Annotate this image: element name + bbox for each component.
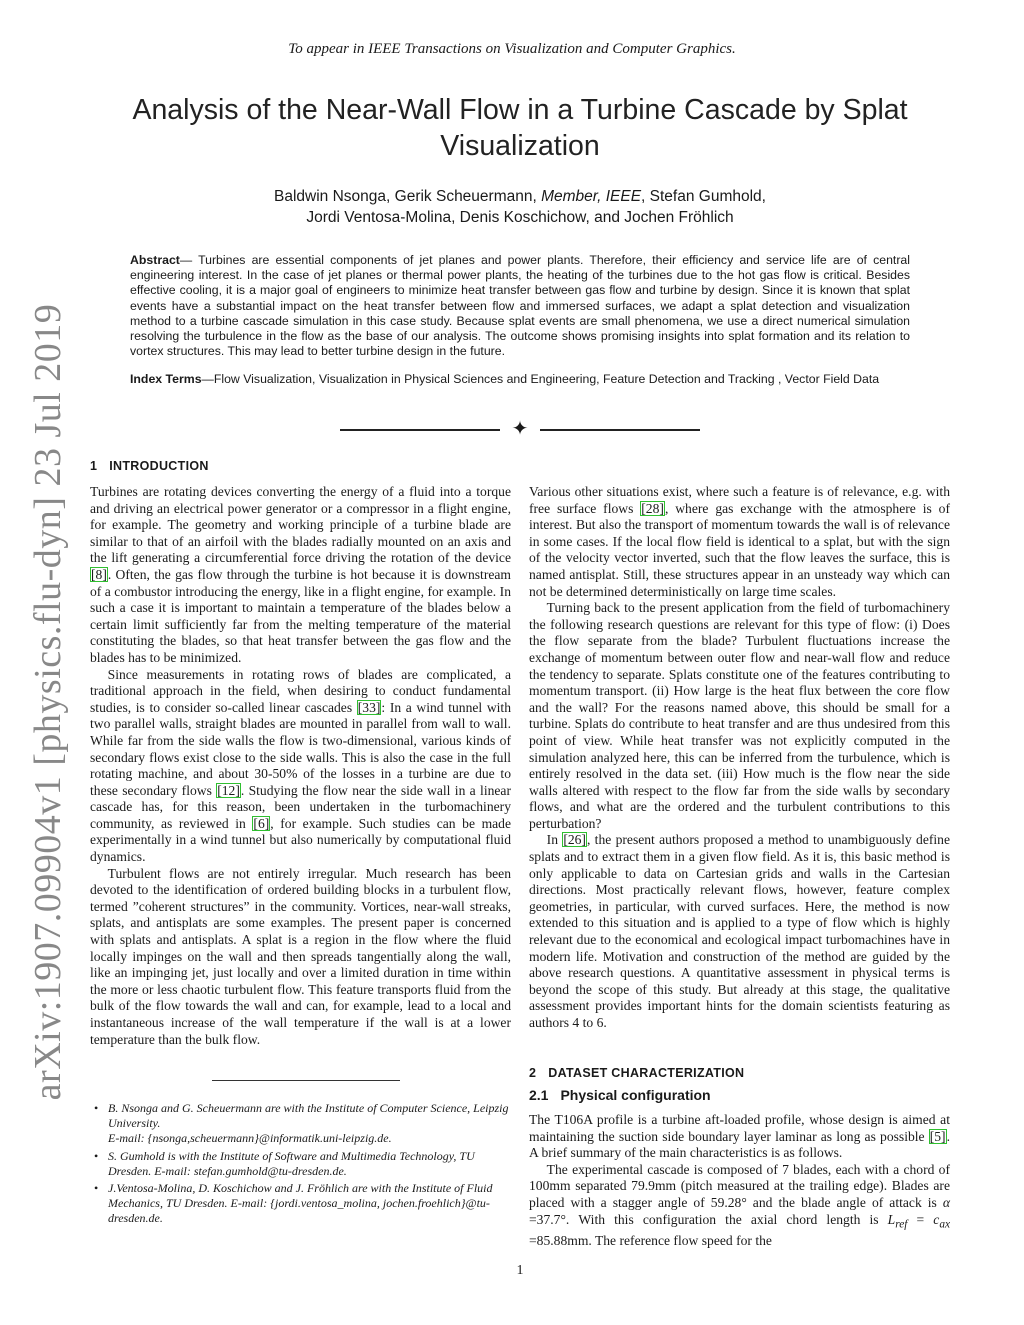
authors-part-a: Baldwin Nsonga, Gerik Scheuermann, — [274, 188, 542, 205]
subsection-2-1-heading — [529, 1087, 711, 1103]
math-c: c — [933, 1211, 940, 1227]
section-title: INTRODUCTION — [109, 459, 209, 473]
bullet-icon: • — [94, 1181, 99, 1196]
paragraph — [529, 832, 950, 1031]
right-column — [529, 484, 950, 1032]
text-run: In — [546, 832, 563, 848]
text-run: The experimental cascade is composed of 7 blades, each with a chord of 100mm separated 79.9mm (pitch measured at the trailing edge). Blades are placed with a stagger angle of 59.28° and the blade angle of attack is — [529, 1161, 950, 1210]
text-run: Since measurements in rotating rows of blades are complicated, a traditional approach in the field, when desiring to conduct fundamental studies, is to consider so-called linear cascades — [90, 666, 511, 715]
text-run: . Often, the gas flow through the turbine is hot because it is downstream of a combustor introducing the energy, like in a flight engine, for example. In such a case it is important to maintain a temperature of the blades below a certain limit sufficiently far from the melting temperature of the material constituting the blades, so that heat transfer between the gas flow and the blades has to be minimized. — [90, 566, 511, 665]
paragraph — [90, 667, 511, 866]
text-run: Turbines are rotating devices converting the energy of a fluid into a torque and driving an electrical power generator or a compressor in a flight engine, for example. The geometry and working principle of a turbine blade are similar to that of an airfoil with the blades radially mounted on an axis and the lift generating a circumferential force driving the rotation of the device — [90, 484, 511, 566]
citation-link[interactable]: [5] — [929, 1128, 946, 1144]
citation-link[interactable]: [26] — [563, 832, 586, 848]
citation-link[interactable]: [6] — [253, 815, 270, 831]
divider-star-icon: ✦ — [511, 418, 529, 440]
divider-line-right — [540, 429, 700, 431]
footnote — [90, 1149, 511, 1179]
section-2-heading — [529, 1066, 744, 1080]
footnote-text: J.Ventosa-Molina, D. Koschichow and J. Fröhlich are with the Institute of Fluid Mechanics, TU Dresden. E-mail: {jordi.ventosa_molina, jochen.froehlich}@tu-dresden.de. — [108, 1181, 493, 1226]
citation-link[interactable]: [28] — [641, 500, 664, 516]
author-line-2: Jordi Ventosa-Molina, Denis Koschichow, and Jochen Fröhlich — [306, 209, 734, 226]
author-list — [120, 186, 920, 228]
membership: Member, IEEE — [541, 188, 642, 205]
footnote-email: E-mail: {nsonga,scheuermann}@informatik.uni-leipzig.de. — [108, 1131, 392, 1146]
divider-line-left — [340, 429, 500, 431]
math-L: L — [887, 1211, 896, 1227]
author-line-1 — [120, 186, 920, 207]
authors-part-b: , Stefan Gumhold, — [641, 188, 766, 205]
text-run: Various other situations exist, where such a feature is of relevance, e.g. with free surface flows — [529, 484, 950, 516]
footnote-rule — [212, 1080, 400, 1081]
index-terms-text: —Flow Visualization, Visualization in Physical Sciences and Engineering, Feature Detection and Tracking , Vector Field Data — [201, 372, 880, 386]
paragraph: Turbulent flows are not entirely irregular. Much research has been devoted to the identification of ordered building blocks in a turbulent flow, termed ”coherent structures” in the community. Vortices, near-wall streaks, splats, and antisplats are some examples. The present paper is concerned with splats and antisplats. A splat is a region in the flow where the fluid locally impinges on the wall and then spreads tangentially along the wall, like an impinging jet, just locally and over a limited duration in time within the more or less chaotic turbulent flow. This feature transports fluid from the bulk of the flow towards the wall and can, for example, lead to a local and instantaneous increase of the wall temperature if the wall is at a lower temperature than the bulk flow. — [90, 865, 511, 1047]
index-terms — [130, 372, 910, 387]
text-run: : In a wind tunnel with two parallel walls, straight blades are mounted in parallel from wall to wall. While far from the side walls the flow is two-dimensional, various kinds of secondary flows exist close to the side walls. This is also the case in the full rotating machine, and about 30-50% of the losses in a turbine are due to these secondary flows — [90, 699, 511, 798]
text-run: . A brief summary of the main characteristics is as follows. — [529, 1128, 950, 1161]
right-column-section-2 — [529, 1112, 950, 1249]
text-run: , for example. Such studies can be made experimentally in a wind tunnel but also numerically by computational fluid dynamics. — [90, 815, 512, 865]
alpha-symbol: α — [942, 1194, 950, 1210]
math-sub-ref: ref — [895, 1218, 908, 1231]
abstract-label: Abstract — [130, 253, 180, 267]
math-sub-ax: ax — [939, 1218, 951, 1231]
citation-link[interactable]: [12] — [217, 782, 240, 798]
index-terms-label: Index Terms — [130, 372, 202, 386]
arxiv-stamp: arXiv:1907.09904v1 [physics.flu-dyn] 23 Jul 2019 — [27, 303, 69, 1101]
bullet-icon: • — [94, 1101, 99, 1115]
text-run: The T106A profile is a turbine aft-loaded profile, whose design is aimed at maintaining the suction side boundary layer laminar as long as possible — [529, 1112, 950, 1144]
paragraph — [90, 484, 511, 667]
section-number: 1 — [90, 459, 98, 473]
section-title: DATASET CHARACTERIZATION — [548, 1066, 745, 1080]
subsection-number: 2.1 — [529, 1087, 549, 1103]
page-number: 1 — [516, 1263, 524, 1278]
text-run: = — [907, 1211, 934, 1227]
paragraph: Turning back to the present application from the field of turbomachinery the following research questions are relevant for this type of flow: (i) Does the flow separate from the blade? Turbulent fluctuations increase the exchange of momentum between outer flow and near-wall flow and reduce the tendency to separate. Splats constitute one of the features contributing to momentum transport. (ii) How large is the heat flux between the core flow and the wall? For the reasons named above, this should be small for a turbine. Splats do contribute to heat transfer and are thus undesired from this point of view. While heat transfer was not explicitly computed in the simulation analyzed here, this can be inferred from the turbulence, which is entirely resolved in the data set. (iii) How much is the flow near the side walls altered with respect to the flow far from the side walls by secondary flows, and what are the ordered and the turbulent contributions to this perturbation? — [529, 600, 950, 831]
text-run: . Studying the flow near the side wall in a linear cascade has, for this reason, been undertaken in the turbomachinery community, as reviewed in — [90, 782, 511, 831]
section-divider — [340, 420, 700, 440]
left-column — [90, 484, 511, 1048]
footnotes — [90, 1101, 511, 1229]
footnote-text: S. Gumhold is with the Institute of Software and Multimedia Technology, TU Dresden. E-mail: stefan.gumhold@tu-dresden.de. — [108, 1148, 475, 1178]
section-1-heading — [90, 459, 209, 473]
text-run: =37.7°. With this configuration the axial chord length is — [529, 1211, 888, 1227]
text-run: , the present authors proposed a method to unambiguously define splats and to extract them in a given flow field. As it is, this basic method is only applicable to data on Cartesian grids and walls in the Cartesian directions. Most practically relevant flows, however, feature complex geometries, in particular, with curved surfaces. Here, the method is now extended to this situation and is applied to a type of flow which is highly relevant due to the economical and ecological impact turbomachines have in modern life. Motivation and construction of the method are guided by the above research questions. A quantitative assessment in physical terms is beyond the scope of this study. But already at this stage, the qualitative assessment provides important hints for the domain scientists featuring as authors 4 to 6. — [529, 832, 950, 1030]
abstract — [130, 253, 910, 359]
citation-link[interactable]: [33] — [357, 699, 381, 715]
text-run: =85.88mm. The reference flow speed for the — [529, 1232, 772, 1248]
venue-header: To appear in IEEE Transactions on Visualization and Computer Graphics. — [288, 41, 736, 57]
subsection-title: Physical configuration — [560, 1087, 711, 1103]
bullet-icon: • — [94, 1148, 99, 1163]
paragraph — [529, 1112, 950, 1162]
text-run: , where gas exchange with the atmosphere is of interest. But also the transport of momentum towards the wall is of relevance in some cases. If the local flow field is identical to a splat, but with the sign of the velocity vector inverted, such that the flow leaves the surface, this is named antisplat. Still, these structures appear in an unsteady way which can not be determined deterministically on large time scales. — [529, 500, 951, 599]
citation-link[interactable]: [8] — [91, 566, 107, 582]
footnote — [90, 1101, 511, 1147]
footnote-text: B. Nsonga and G. Scheuermann are with the Institute of Computer Science, Leipzig University. — [108, 1101, 509, 1131]
paragraph — [529, 1162, 950, 1250]
paragraph — [529, 484, 950, 600]
abstract-text: — Turbines are essential components of jet planes and power plants. Therefore, their efficiency and service life are of central engineering interest. In the case of jet planes or thermal power plants, the heating of the turbines due to the hot gas flow is critical. Besides effective cooling, it is a major goal of engineers to minimize heat transfer between gas flow and turbine by design. Since it is known that splat events have a substantial impact on the heat transfer between flow and immersed surfaces, we adapt a splat detection and visualization method to a turbine cascade simulation in this case study. Because splat events are small phenomena, we use a direct numerical simulation resolving the turbulence in the flow as the base of our analysis. The outcome shows promising insights into splat formation and its relation to vortex structures. This may lead to better turbine design in the future. — [130, 253, 910, 359]
paper-title: Analysis of the Near-Wall Flow in a Turbine Cascade by Splat Visualization — [132, 94, 908, 162]
section-number: 2 — [529, 1066, 537, 1080]
footnote — [90, 1181, 511, 1227]
